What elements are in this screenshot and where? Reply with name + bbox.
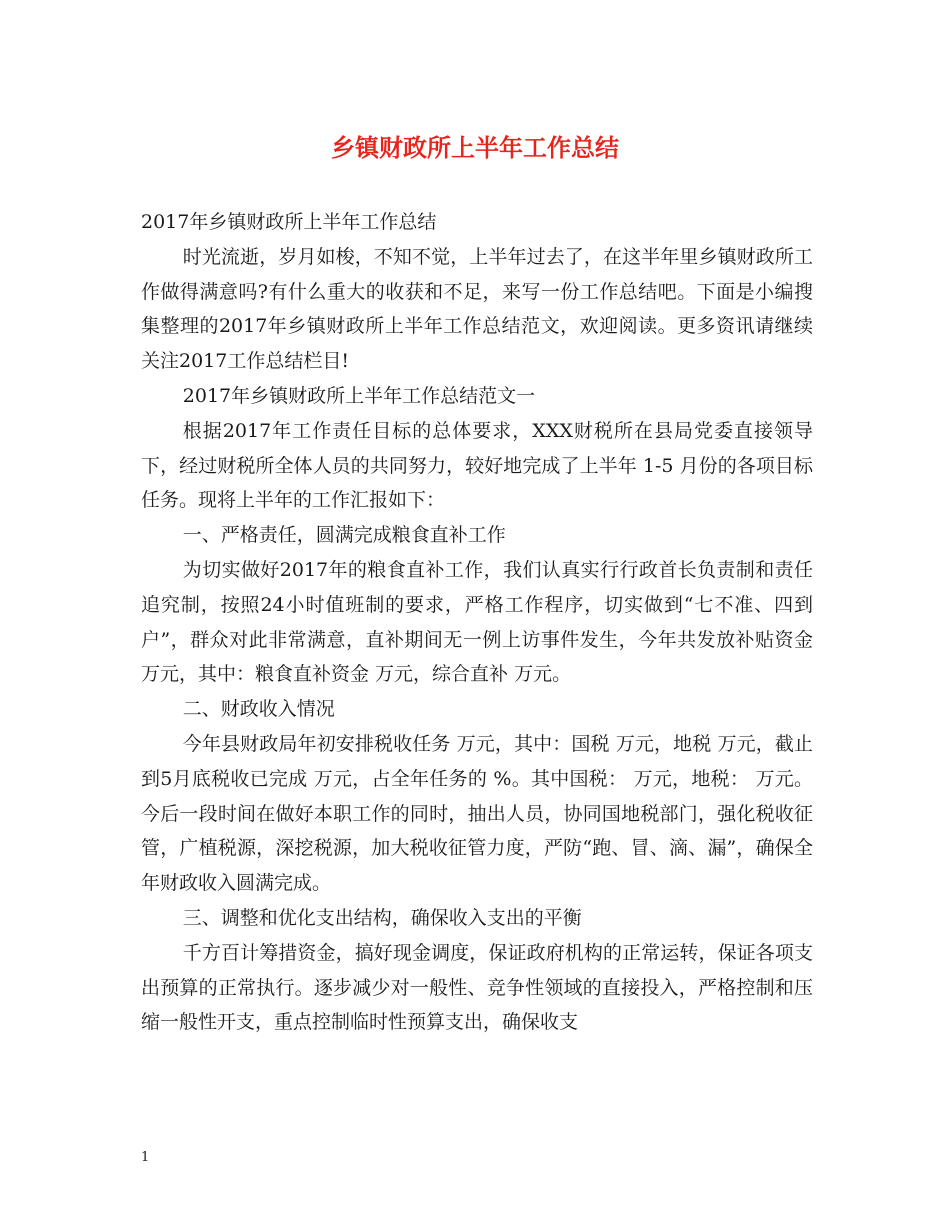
section-heading-2: 二、财政收入情况	[182, 698, 335, 721]
page-number: 1	[141, 1150, 150, 1165]
paragraph-section-3: 千方百计筹措资金，搞好现金调度，保证政府机构的正常运转，保证各项支出预算的正常执行。逐步减少对一般性、竞争性领域的直接投入，严格控制和压缩一般性开支，重点控制临时性预算支出，确保收支	[141, 941, 813, 1034]
paragraph-overview: 根据2017年工作责任目标的总体要求，XXX财税所在县局党委直接领导下，经过财税所全体人员的共同努力，较好地完成了上半年 1-5 月份的各项目标任务。现将上半年的工作汇报如下：	[141, 419, 813, 512]
document-body	[141, 205, 813, 1040]
paragraph-heading-sample-one: 2017年乡镇财政所上半年工作总结范文一	[182, 384, 536, 407]
section-heading-3: 三、调整和优化支出结构，确保收入支出的平衡	[182, 906, 582, 929]
paragraph-section-2: 今年县财政局年初安排税收任务 万元，其中：国税 万元，地税 万元，截止到5月底税收已完成 万元，占全年任务的 %。其中国税： 万元，地税： 万元。今后一段时间在做好本职工作的同时，抽出人员，协同国地税部门，强化税收征管，广植税源，深挖税源，加大税收征管力度，严防“跑、冒、滴、漏”，确保全年财政收入圆满完成。	[141, 732, 813, 895]
paragraph-subtitle: 2017年乡镇财政所上半年工作总结	[141, 211, 437, 233]
paragraph-section-1: 为切实做好2017年的粮食直补工作，我们认真实行行政首长负责制和责任追究制，按照24小时值班制的要求，严格工作程序，切实做到“七不准、四到户”，群众对此非常满意，直补期间无一例上访事件发生，今年共发放补贴资金 万元，其中：粮食直补资金 万元，综合直补 万元。	[141, 558, 813, 686]
section-heading-1: 一、严格责任，圆满完成粮食直补工作	[182, 524, 506, 547]
paragraph-intro: 时光流逝，岁月如梭，不知不觉，上半年过去了，在这半年里乡镇财政所工作做得满意吗?有什么重大的收获和不足，来写一份工作总结吧。下面是小编搜集整理的2017年乡镇财政所上半年工作总结范文，欢迎阅读。更多资讯请继续关注2017工作总结栏目!	[141, 245, 813, 373]
document-title: 乡镇财政所上半年工作总结	[331, 134, 619, 162]
